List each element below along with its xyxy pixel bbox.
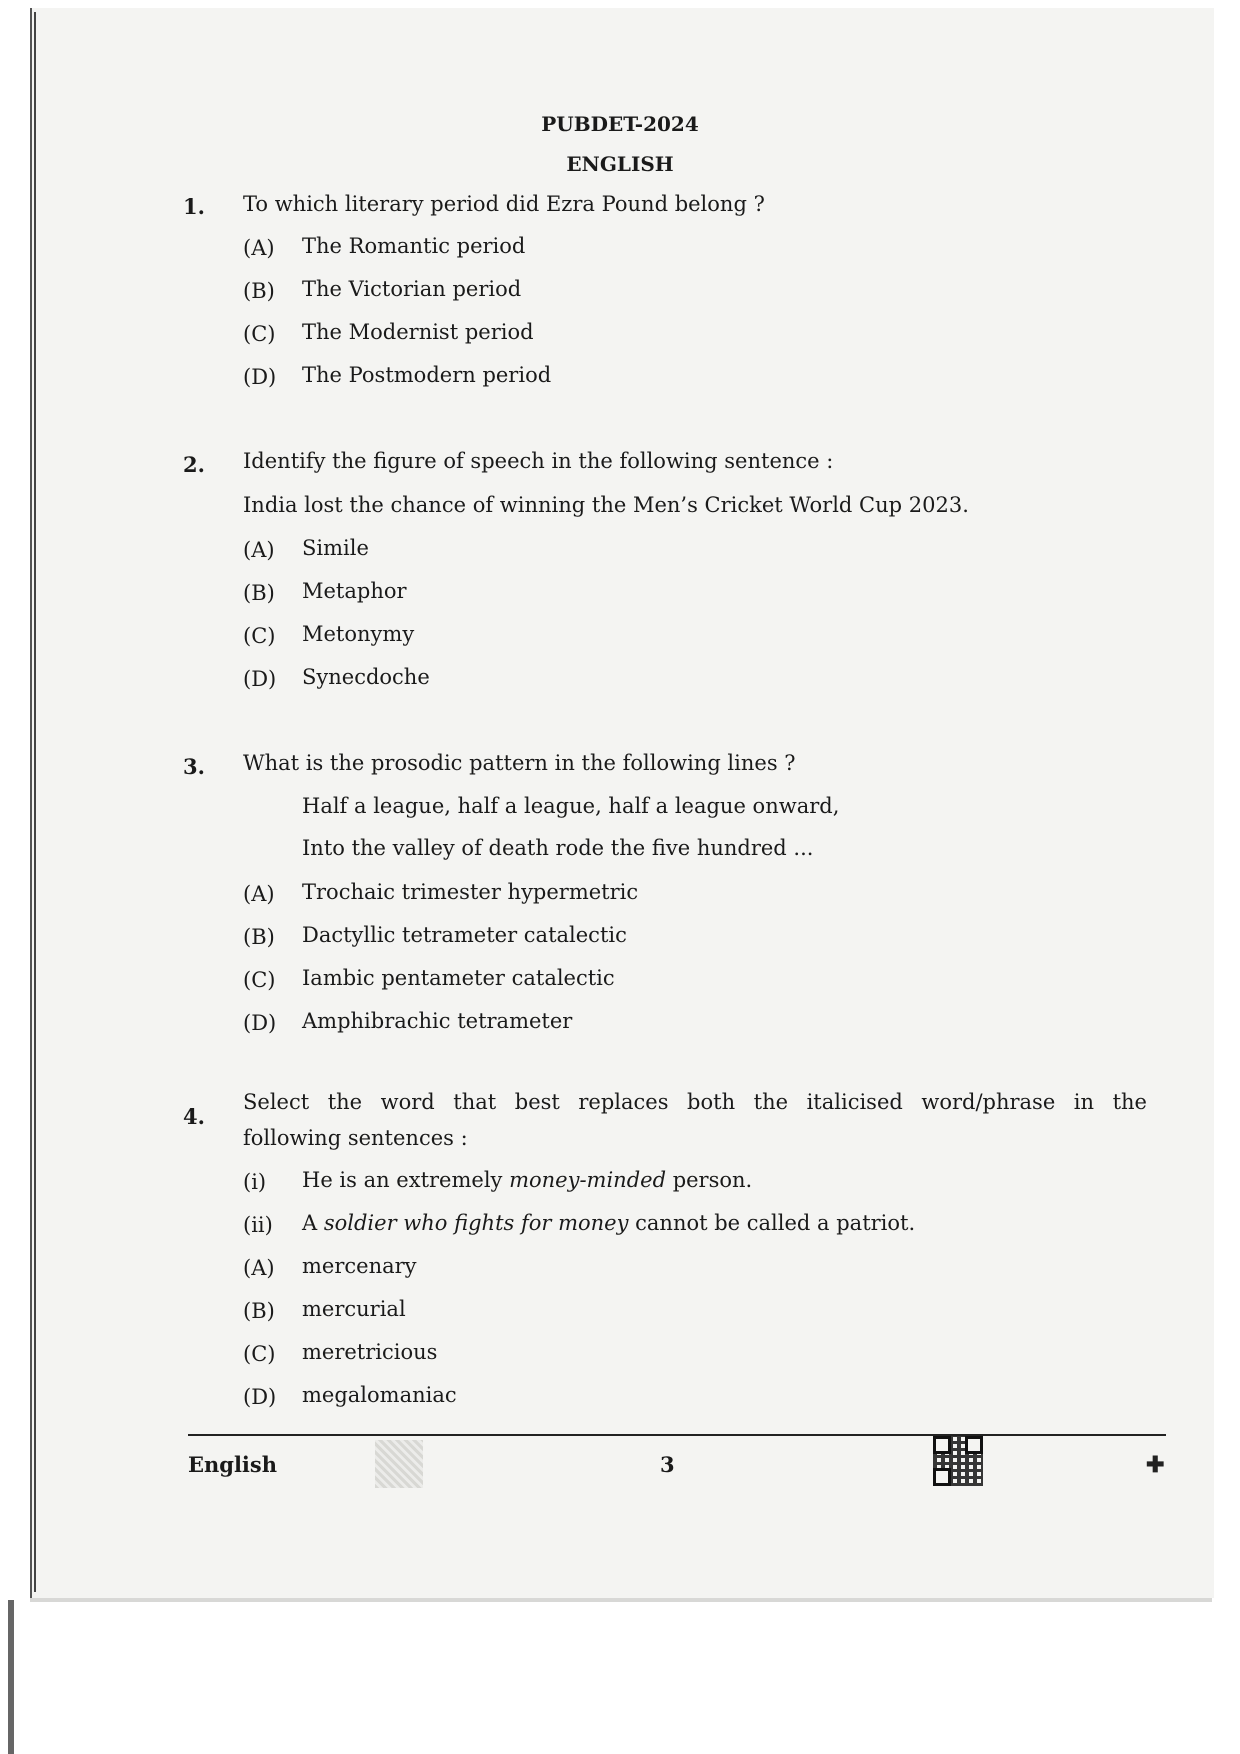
crop-mark-icon: ✚ bbox=[1146, 1452, 1165, 1478]
option-label: (A) bbox=[243, 882, 275, 906]
option-label: (A) bbox=[243, 538, 275, 562]
question-text: Select the word that best replaces both the italicised word/phrase in the bbox=[243, 1090, 1147, 1114]
option-text: Trochaic trimester hypermetric bbox=[302, 880, 639, 904]
option-text: mercurial bbox=[302, 1297, 406, 1321]
option-text: Simile bbox=[302, 536, 369, 560]
sentence-text bbox=[302, 1211, 915, 1235]
option-text: Dactyllic tetrameter catalectic bbox=[302, 923, 627, 947]
question-text-continued: following sentences : bbox=[243, 1126, 468, 1150]
option-label: (D) bbox=[243, 365, 277, 389]
option-text: Metonymy bbox=[302, 622, 415, 646]
question-number: 3. bbox=[183, 754, 205, 779]
sentence-text-plain: He is an extremely bbox=[302, 1168, 510, 1192]
sheet-shadow bbox=[30, 1598, 1212, 1602]
bleed-through-qr-icon bbox=[375, 1440, 423, 1488]
exam-title: PUBDET-2024 bbox=[541, 112, 699, 136]
option-text: The Victorian period bbox=[302, 277, 522, 301]
question-number: 2. bbox=[183, 452, 205, 477]
option-text: The Postmodern period bbox=[302, 363, 552, 387]
option-label: (C) bbox=[243, 322, 276, 346]
option-label: (C) bbox=[243, 968, 276, 992]
option-text: meretricious bbox=[302, 1340, 438, 1364]
sentence-label: (i) bbox=[243, 1170, 267, 1194]
subject-heading: ENGLISH bbox=[566, 152, 674, 176]
option-label: (A) bbox=[243, 236, 275, 260]
sentence-text-plain: A bbox=[302, 1211, 324, 1235]
qr-finder-icon bbox=[965, 1436, 983, 1454]
option-label: (B) bbox=[243, 925, 275, 949]
scan-edge-bottom-left bbox=[8, 1600, 14, 1754]
sentence-text-plain: cannot be called a patriot. bbox=[628, 1211, 916, 1235]
option-label: (C) bbox=[243, 1342, 276, 1366]
option-text: The Romantic period bbox=[302, 234, 526, 258]
option-label: (B) bbox=[243, 279, 275, 303]
verse-line: Half a league, half a league, half a league onward, bbox=[302, 794, 840, 818]
question-number: 1. bbox=[183, 194, 205, 219]
question-number: 4. bbox=[183, 1104, 205, 1129]
option-label: (B) bbox=[243, 1299, 275, 1323]
option-text: Amphibrachic tetrameter bbox=[302, 1009, 573, 1033]
option-label: (D) bbox=[243, 1385, 277, 1409]
footer-subject: English bbox=[188, 1452, 278, 1477]
option-text: The Modernist period bbox=[302, 320, 534, 344]
sentence-text-italic: soldier who fights for money bbox=[323, 1211, 629, 1235]
verse-line: Into the valley of death rode the five hundred ... bbox=[302, 836, 814, 860]
sentence-label: (ii) bbox=[243, 1213, 273, 1237]
qr-finder-icon bbox=[933, 1436, 951, 1454]
option-text: mercenary bbox=[302, 1254, 417, 1278]
option-text: Metaphor bbox=[302, 579, 407, 603]
option-label: (C) bbox=[243, 624, 276, 648]
question-text: To which literary period did Ezra Pound belong ? bbox=[243, 192, 765, 216]
scan-edge-left bbox=[34, 12, 36, 1592]
option-text: megalomaniac bbox=[302, 1383, 457, 1407]
qr-finder-icon bbox=[933, 1468, 951, 1486]
question-text: Identify the figure of speech in the following sentence : bbox=[243, 449, 834, 473]
option-label: (D) bbox=[243, 667, 277, 691]
question-sentence: India lost the chance of winning the Men’s Cricket World Cup 2023. bbox=[243, 493, 969, 517]
sentence-text bbox=[302, 1168, 752, 1192]
sentence-text-italic: money-minded bbox=[509, 1168, 667, 1192]
sentence-text-plain: person. bbox=[666, 1168, 753, 1192]
option-text: Iambic pentameter catalectic bbox=[302, 966, 615, 990]
question-text: What is the prosodic pattern in the following lines ? bbox=[243, 751, 796, 775]
option-text: Synecdoche bbox=[302, 665, 430, 689]
option-label: (B) bbox=[243, 581, 275, 605]
page-number: 3 bbox=[660, 1452, 675, 1477]
option-label: (A) bbox=[243, 1256, 275, 1280]
option-label: (D) bbox=[243, 1011, 277, 1035]
footer-divider bbox=[188, 1434, 1166, 1436]
